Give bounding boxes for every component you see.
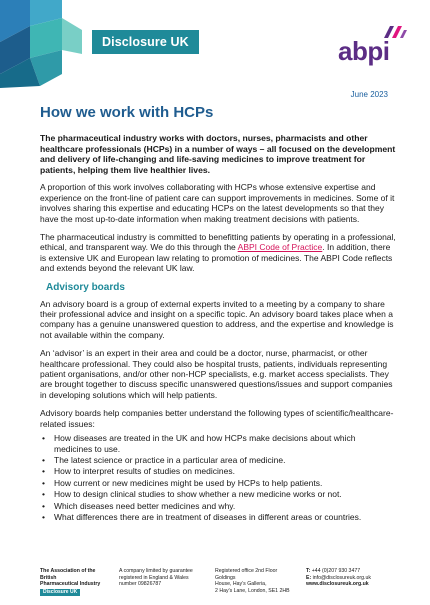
abpi-wordmark: abpi xyxy=(338,36,390,66)
list-item: • What differences there are in treatment of diseases in different areas or countries. xyxy=(40,512,396,522)
lead-paragraph: The pharmaceutical industry works with doctors, nurses, pharmacists and other healthcare professionals (HCPs) in a number of ways – all focused on the development and delivery of life-changing and life-saving medicines to improve treatment for patients, helping them live healthier lives. xyxy=(40,133,396,175)
footer-company-line: A company limited by guarantee xyxy=(119,568,193,574)
list-item: • The latest science or practice in a particular area of medicine. xyxy=(40,455,396,465)
abpi-code-link[interactable]: ABPI Code of Practice xyxy=(237,242,323,253)
footer-contact xyxy=(306,568,396,588)
section-heading-advisory-boards: Advisory boards xyxy=(46,281,125,293)
footer-company-line: registered in England & Wales xyxy=(119,574,189,581)
tel-value: +44 (0)207 930 3477 xyxy=(311,568,361,574)
footer-website xyxy=(306,581,396,588)
footer-email xyxy=(306,575,396,582)
abpi-logo xyxy=(338,24,408,68)
paragraph-advisory-board-definition: An advisory board is a group of external experts invited to a meeting by a company to share their professional advice and insight on a specific topic. An advisory board takes place when a company has a genuine unanswered question to address, and the expertise and knowledge is not available within the company. xyxy=(40,298,394,340)
footer-registered-office xyxy=(215,568,295,594)
code-text-before: The pharmaceutical industry is committed to benefitting patients by operating in a professional, ethical, and transparent way. We do this through the xyxy=(40,232,396,253)
paragraph-collaboration: A proportion of this work involves collaborating with HCPs whose extensive expertise and experience on the front-line of patient care can support improvements in medicines. Some of it involves sharing this expertise and educating HCPs on the latest developments so that they have the most up-to-date information when making treatment decisions with patients. xyxy=(40,182,395,224)
footer-office-line: House, Hay’s Galleria, xyxy=(215,581,267,588)
tel-label: T: xyxy=(306,568,311,574)
page-title: How we work with HCPs xyxy=(40,104,214,121)
footer-org-line: Pharmaceutical Industry xyxy=(40,581,101,588)
footer-disclosure-badge: Disclosure UK xyxy=(40,589,80,596)
issues-list xyxy=(40,433,396,522)
footer-org-line: The Association of the British xyxy=(40,568,96,581)
list-item: • How diseases are treated in the UK and how HCPs make decisions about which medicines to use. xyxy=(40,433,396,454)
email-value[interactable]: info@disclosureuk.org.uk xyxy=(312,574,371,581)
footer-telephone xyxy=(306,568,396,575)
footer-company-info xyxy=(119,568,197,588)
footer-office-line: 2 Hay’s Lane, London, SE1 2HB xyxy=(215,587,290,594)
paragraph-advisor-definition: An ‘advisor’ is an expert in their area and could be a doctor, nurse, pharmacist, or other healthcare professional. They could also be hospital trusts, patients, individuals representing patient organisations, and/or other non-HCP specialists, e.g. market access specialists. They are brought together to discuss specific unanswered questions/issues and support companies in developing solutions which will help patients. xyxy=(40,348,393,400)
footer-office-line: Registered office 2nd Floor Goldings xyxy=(215,568,278,581)
main-content xyxy=(40,104,396,523)
list-item: • How to design clinical studies to show whether a new medicine works or not. xyxy=(40,489,396,499)
page-footer xyxy=(40,568,396,598)
footer-organisation xyxy=(40,568,110,596)
disclosure-uk-badge: Disclosure UK xyxy=(92,30,199,54)
email-label: E: xyxy=(306,574,312,581)
list-item: • How to interpret results of studies on medicines. xyxy=(40,466,396,476)
code-text-after: . In addition, there is extensive UK and European law relating to promotion of medicines. The ABPI Code reflects and extends beyond the relevant UK law. xyxy=(40,242,393,274)
list-item: • Which diseases need better medicines and why. xyxy=(40,501,396,511)
decorative-cube-shapes-icon xyxy=(0,0,92,88)
list-item: • How current or new medicines might be used by HCPs to help patients. xyxy=(40,478,396,488)
website-link[interactable]: www.disclosureuk.org.uk xyxy=(306,581,369,588)
page-header xyxy=(0,0,430,90)
paragraph-issues-intro: Advisory boards help companies better understand the following types of scientific/healthcare-related issues: xyxy=(40,408,394,429)
footer-company-line: number 09826787 xyxy=(119,581,162,588)
paragraph-code-of-practice xyxy=(40,232,396,274)
publication-date: June 2023 xyxy=(350,90,388,99)
